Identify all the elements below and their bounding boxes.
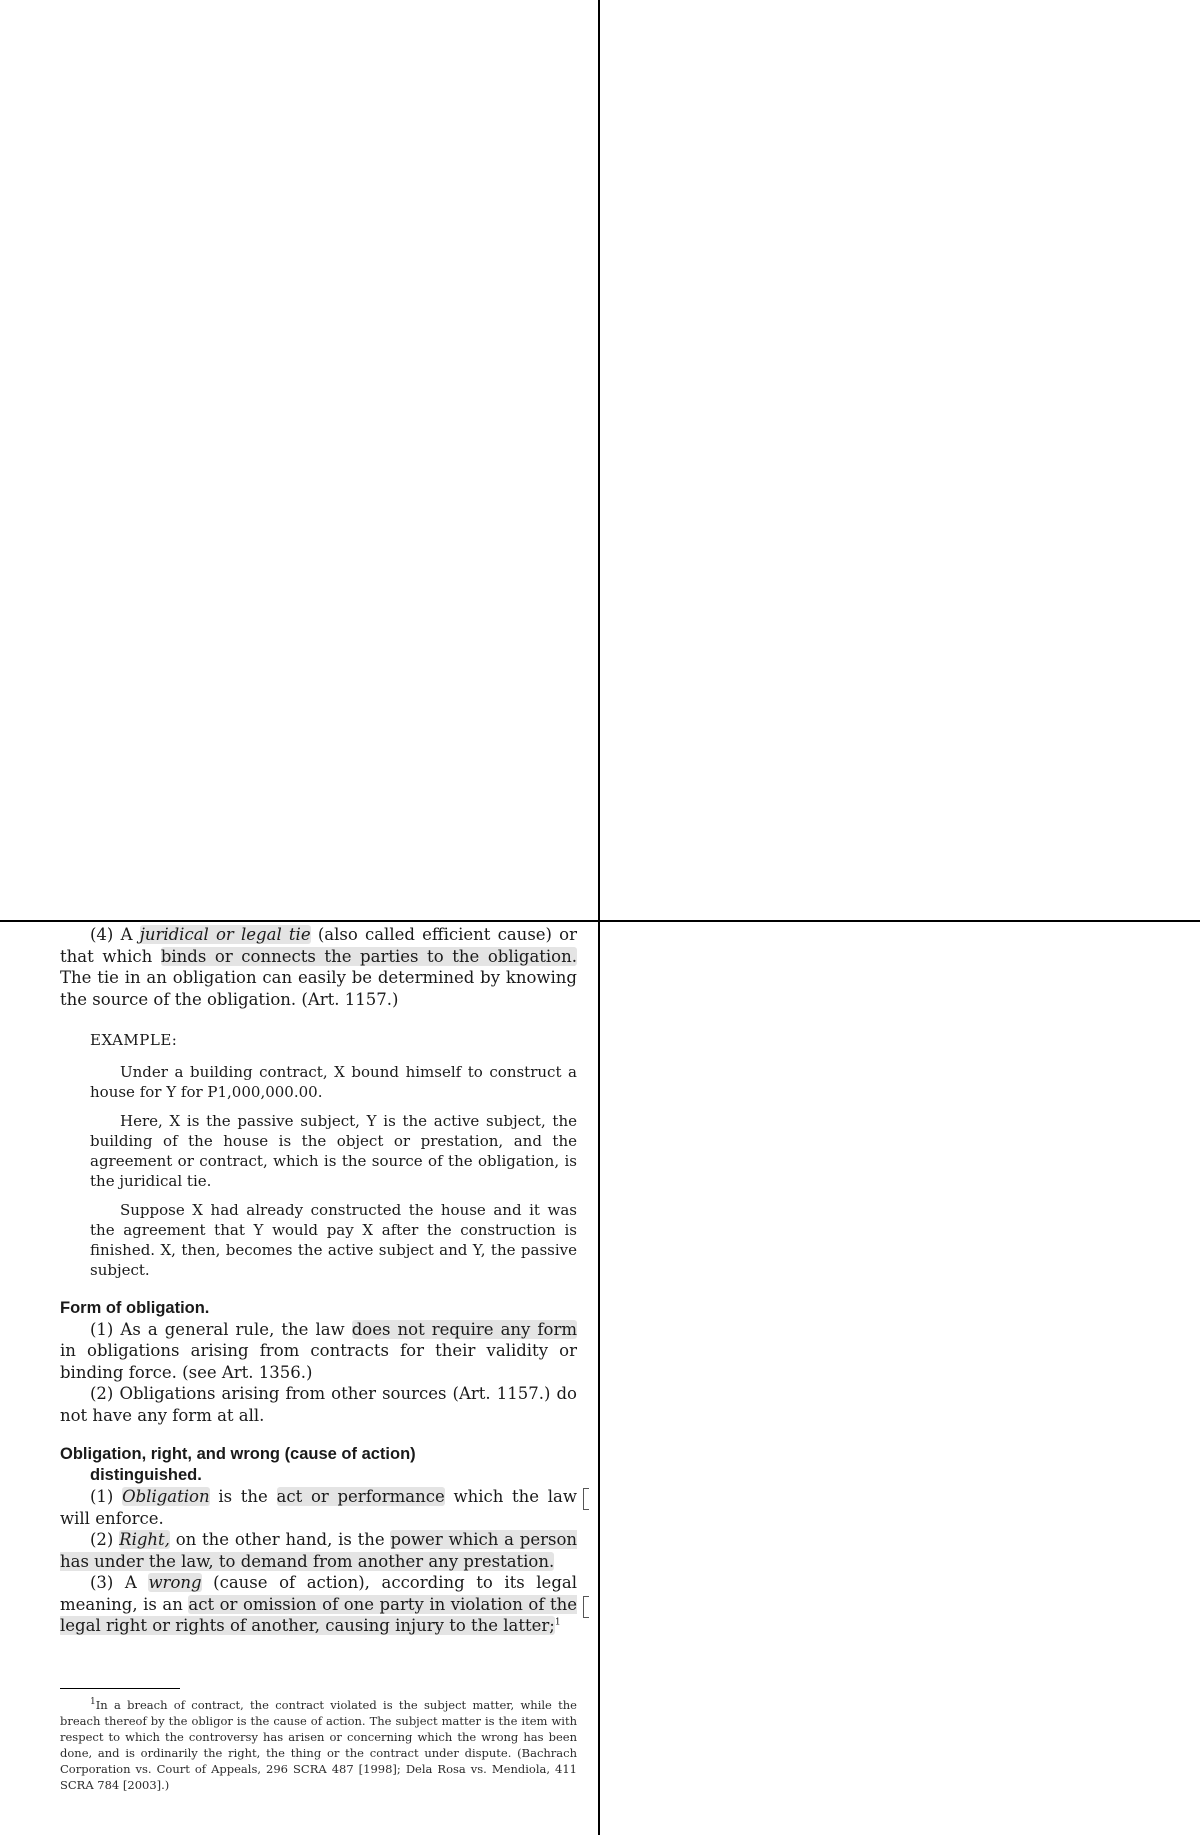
highlight-act-performance: act or performance (276, 1487, 445, 1506)
highlight-act-omission: act or omission of one party in violation of the legal right or rights of another, causing injury to the latter; (60, 1594, 577, 1635)
margin-comment-marker[interactable] (583, 1488, 589, 1510)
heading-obligation-right-wrong: Obligation, right, and wrong (cause of action) distinguished. (60, 1445, 416, 1484)
paragraph-wrong: (3) A wrong (cause of action), according to its legal meaning, is an act or omission of one party in violation of the legal right or rights of another, causing injury to the latter;$^1$ (60, 1572, 577, 1637)
margin-comment-marker[interactable] (583, 1596, 589, 1618)
footnote-rule (60, 1688, 180, 1689)
highlight-wrong: wrong (148, 1573, 202, 1592)
document-page (60, 924, 577, 1637)
paragraph-form-2: (2) Obligations arising from other sources (Art. 1157.) do not have any form at all. (60, 1384, 577, 1425)
footnote-reference[interactable]: 1 (554, 1617, 561, 1628)
footnote-text: In a breach of contract, the contract violated is the subject matter, while the breach thereof by the obligor is the cause of action. The subject matter is the item with respect to which the controversy has arisen or concerning which the wrong has been done, and is ordinarily the right, the thing or the contract under dispute. (Bachrach Corporation vs. Court of Appeals, 296 SCRA 487 [1998]; Dela Rosa vs. Mendiola, 411 SCRA 784 [2003].) (60, 1698, 577, 1792)
example-label: EXAMPLE: (90, 1031, 178, 1049)
paragraph-form-1: (1) As a general rule, the law does not require any form in obligations arising from contracts for their validity or binding force. (see Art. 1356.) (60, 1319, 578, 1382)
highlight-obligation: Obligation (122, 1487, 210, 1506)
highlight-binds: binds or connects the parties to the obligation. (160, 946, 577, 966)
horizontal-divider (0, 920, 1200, 922)
highlight-juridical-tie: juridical or legal tie (139, 925, 311, 944)
highlight-power: power which a person has under the law, to demand from another any prestation. (60, 1530, 577, 1571)
example-paragraph-3: Suppose X had already constructed the house and it was the agreement that Y would pay X after the construction is finished. X, then, becomes the active subject and Y, the passive subject. (90, 1200, 577, 1279)
vertical-divider (598, 0, 600, 1835)
paragraph-obligation: (1) Obligation is the act or performance which the law will enforce. (60, 1486, 577, 1529)
example-paragraph-2: Here, X is the passive subject, Y is the active subject, the building of the house is the object or prestation, and the agreement or contract, which is the source of the obligation, is the juridical tie. (90, 1111, 577, 1190)
paragraph-juridical-tie: (4) A juridical or legal tie (also called efficient cause) or that which binds or connects the parties to the obligation. The tie in an obligation can easily be determined by knowing the source of the obligation. (Art. 1157.) (60, 925, 577, 1009)
footnote (60, 1697, 577, 1793)
footnote-marker: 1 (90, 1697, 96, 1708)
heading-form-of-obligation: Form of obligation. (60, 1298, 210, 1317)
highlight-no-form: does not require any form (351, 1319, 578, 1339)
example-block (90, 1062, 577, 1280)
example-paragraph-1: Under a building contract, X bound himself to construct a house for Y for P1,000,000.00. (90, 1062, 577, 1101)
paragraph-right: (2) Right, on the other hand, is the power which a person has under the law, to demand from another any prestation. (60, 1530, 577, 1571)
highlight-right: Right, (119, 1530, 170, 1549)
